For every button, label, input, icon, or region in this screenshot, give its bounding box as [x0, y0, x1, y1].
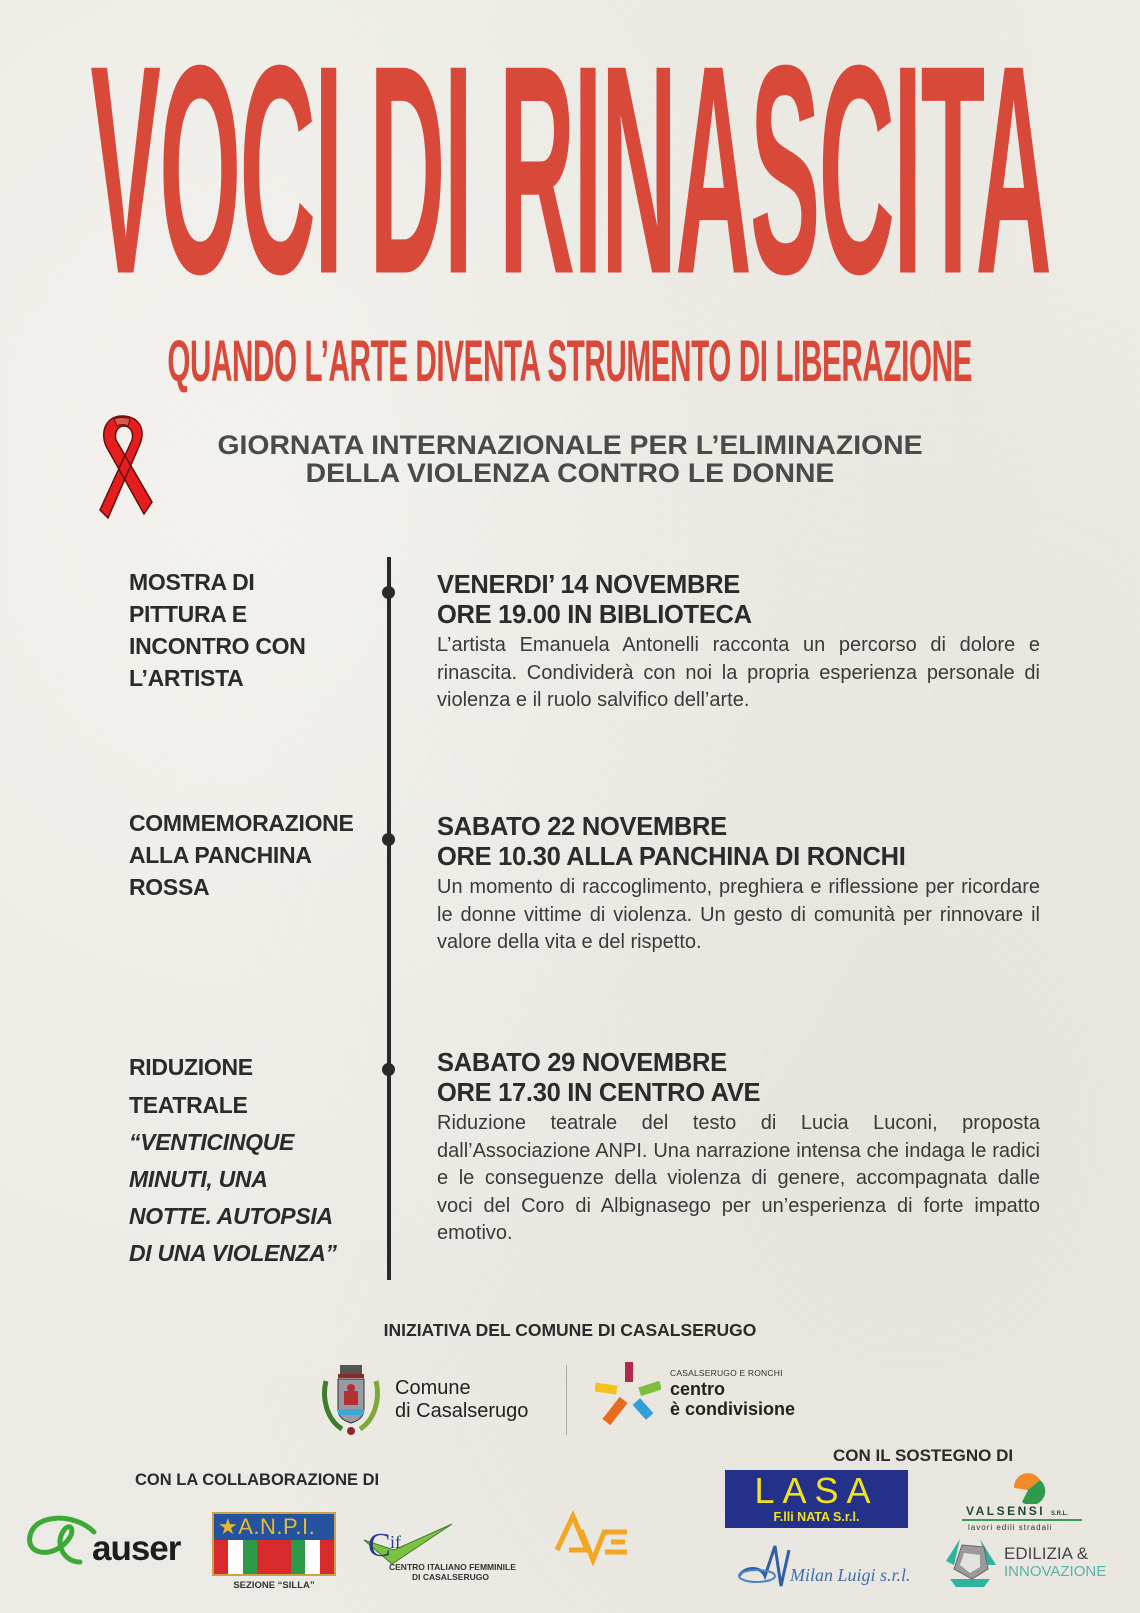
valsensi-text: VALSENSI	[966, 1504, 1046, 1518]
italian-flag-stripes	[212, 1540, 336, 1576]
event-label-line: TEATRALE	[129, 1092, 248, 1118]
centro-line-1: centro	[670, 1379, 726, 1399]
event-label-line: MOSTRA DI	[129, 569, 255, 595]
lasa-subtitle: F.lli NATA S.r.l.	[773, 1510, 860, 1524]
valsensi-tagline: lavori edili stradali	[968, 1523, 1053, 1532]
centro-tagline: CASALSERUGO E RONCHI	[670, 1368, 783, 1378]
event-description: L’artista Emanuela Antonelli racconta un percorso di dolore e rinascita. Condividerà con noi la propria esperienza personale di violenza e il ruolo salvifico dell’arte.	[437, 634, 1040, 711]
event-label-italic-line: MINUTI, UNA	[129, 1166, 268, 1192]
event-date: SABATO 22 NOVEMBRE	[437, 813, 727, 841]
event-label-line: PITTURA E	[129, 601, 247, 627]
event-label-italic-line: DI UNA VIOLENZA”	[129, 1240, 337, 1266]
observance-line-2: DELLA VIOLENZA CONTRO LE DONNE	[305, 458, 835, 488]
event-time-place: ORE 17.30 IN CENTRO AVE	[437, 1079, 761, 1107]
casalserugo-coat-of-arms-icon	[318, 1363, 384, 1439]
comune-line-2: di Casalserugo	[395, 1400, 529, 1422]
anpi-banner	[212, 1512, 336, 1540]
event-date: VENERDI’ 14 NOVEMBRE	[437, 571, 740, 599]
event-label-line: L’ARTISTA	[129, 665, 244, 691]
lasa-logo	[725, 1470, 908, 1528]
cif-line-1: CENTRO ITALIANO FEMMINILE	[389, 1562, 516, 1572]
initiative-heading: INIZIATIVA DEL COMUNE DI CASALSERUGO	[383, 1320, 757, 1340]
edilizia-innovazione-logo-icon	[940, 1535, 1000, 1591]
event-1-label	[129, 566, 389, 694]
anpi-section: SEZIONE “SILLA”	[233, 1580, 315, 1591]
support-heading: CON IL SOSTEGNO DI	[833, 1446, 1014, 1465]
subtitle-text: QUANDO L’ARTE DIVENTA STRUMENTO DI LIBERAZIONE	[167, 330, 973, 394]
centro-condivisione-star-icon	[595, 1362, 661, 1436]
valsensi-suffix: S.R.L.	[1050, 1511, 1068, 1517]
centro-name	[670, 1379, 795, 1419]
event-2-details	[437, 812, 1040, 957]
comune-name	[395, 1377, 528, 1423]
event-3-details	[437, 1048, 1040, 1248]
event-label-line: ROSSA	[129, 874, 210, 900]
event-label-line: RIDUZIONE	[129, 1054, 253, 1080]
star-icon: ★	[218, 1514, 239, 1539]
logo-divider	[566, 1365, 567, 1435]
centro-line-2: è condivisione	[670, 1399, 796, 1419]
anpi-logo	[212, 1512, 336, 1591]
title-text: VOCI DI RINASCITA	[90, 4, 1050, 337]
event-label-line: COMMEMORAZIONE	[129, 810, 354, 836]
edilizia-line-2: INNOVAZIONE	[1004, 1563, 1107, 1580]
milan-luigi-logo-icon	[735, 1540, 795, 1596]
observance-heading	[0, 431, 1140, 487]
lasa-name: LASA	[754, 1470, 879, 1511]
auser-logo-text: auser	[92, 1529, 181, 1568]
anpi-name: A.N.P.I.	[238, 1514, 316, 1539]
event-time-place: ORE 10.30 ALLA PANCHINA DI RONCHI	[437, 843, 906, 871]
edilizia-line-1: EDILIZIA &	[1004, 1544, 1089, 1563]
svg-text:C: C	[368, 1527, 391, 1564]
comune-line-1: Comune	[395, 1377, 471, 1399]
cif-line-2: DI CASALSERUGO	[412, 1572, 489, 1582]
poster-title	[0, 4, 1140, 337]
svg-text:if: if	[390, 1532, 401, 1552]
milan-luigi-name: Milan Luigi s.r.l.	[790, 1565, 911, 1585]
valsensi-name	[966, 1504, 1068, 1518]
event-3-label	[129, 1048, 389, 1272]
collaboration-heading: CON LA COLLABORAZIONE DI	[135, 1471, 380, 1489]
valsensi-underline	[962, 1519, 1082, 1521]
event-description: Un momento di raccoglimento, preghiera e riflessione per ricordare le donne vittime di violenza. Un gesto di comunità per rinnovare il valore della vita e del rispetto.	[437, 876, 1040, 953]
valsensi-logo-icon	[1010, 1472, 1046, 1504]
event-date: SABATO 29 NOVEMBRE	[437, 1049, 727, 1077]
ave-logo-icon	[553, 1510, 633, 1566]
event-label-line: INCONTRO CON	[129, 633, 306, 659]
event-2-label	[129, 807, 389, 903]
event-label-italic-line: NOTTE. AUTOPSIA	[129, 1203, 333, 1229]
poster-subtitle	[0, 330, 1140, 394]
event-label-italic-line: “VENTICINQUE	[129, 1129, 295, 1155]
event-label-line: ALLA PANCHINA	[129, 842, 312, 868]
event-time-place: ORE 19.00 IN BIBLIOTECA	[437, 601, 752, 629]
event-1-details	[437, 570, 1040, 715]
event-description: Riduzione teatrale del testo di Lucia Luconi, proposta dall’Associazione ANPI. Una narrazione intensa che indaga le radici e le conseguenze della violenza di genere, accompagnata dalle voci del Coro di Albignasego per un’esperienza di forte impatto emotivo.	[437, 1112, 1040, 1244]
observance-line-1: GIORNATA INTERNAZIONALE PER L’ELIMINAZIONE	[217, 430, 923, 460]
